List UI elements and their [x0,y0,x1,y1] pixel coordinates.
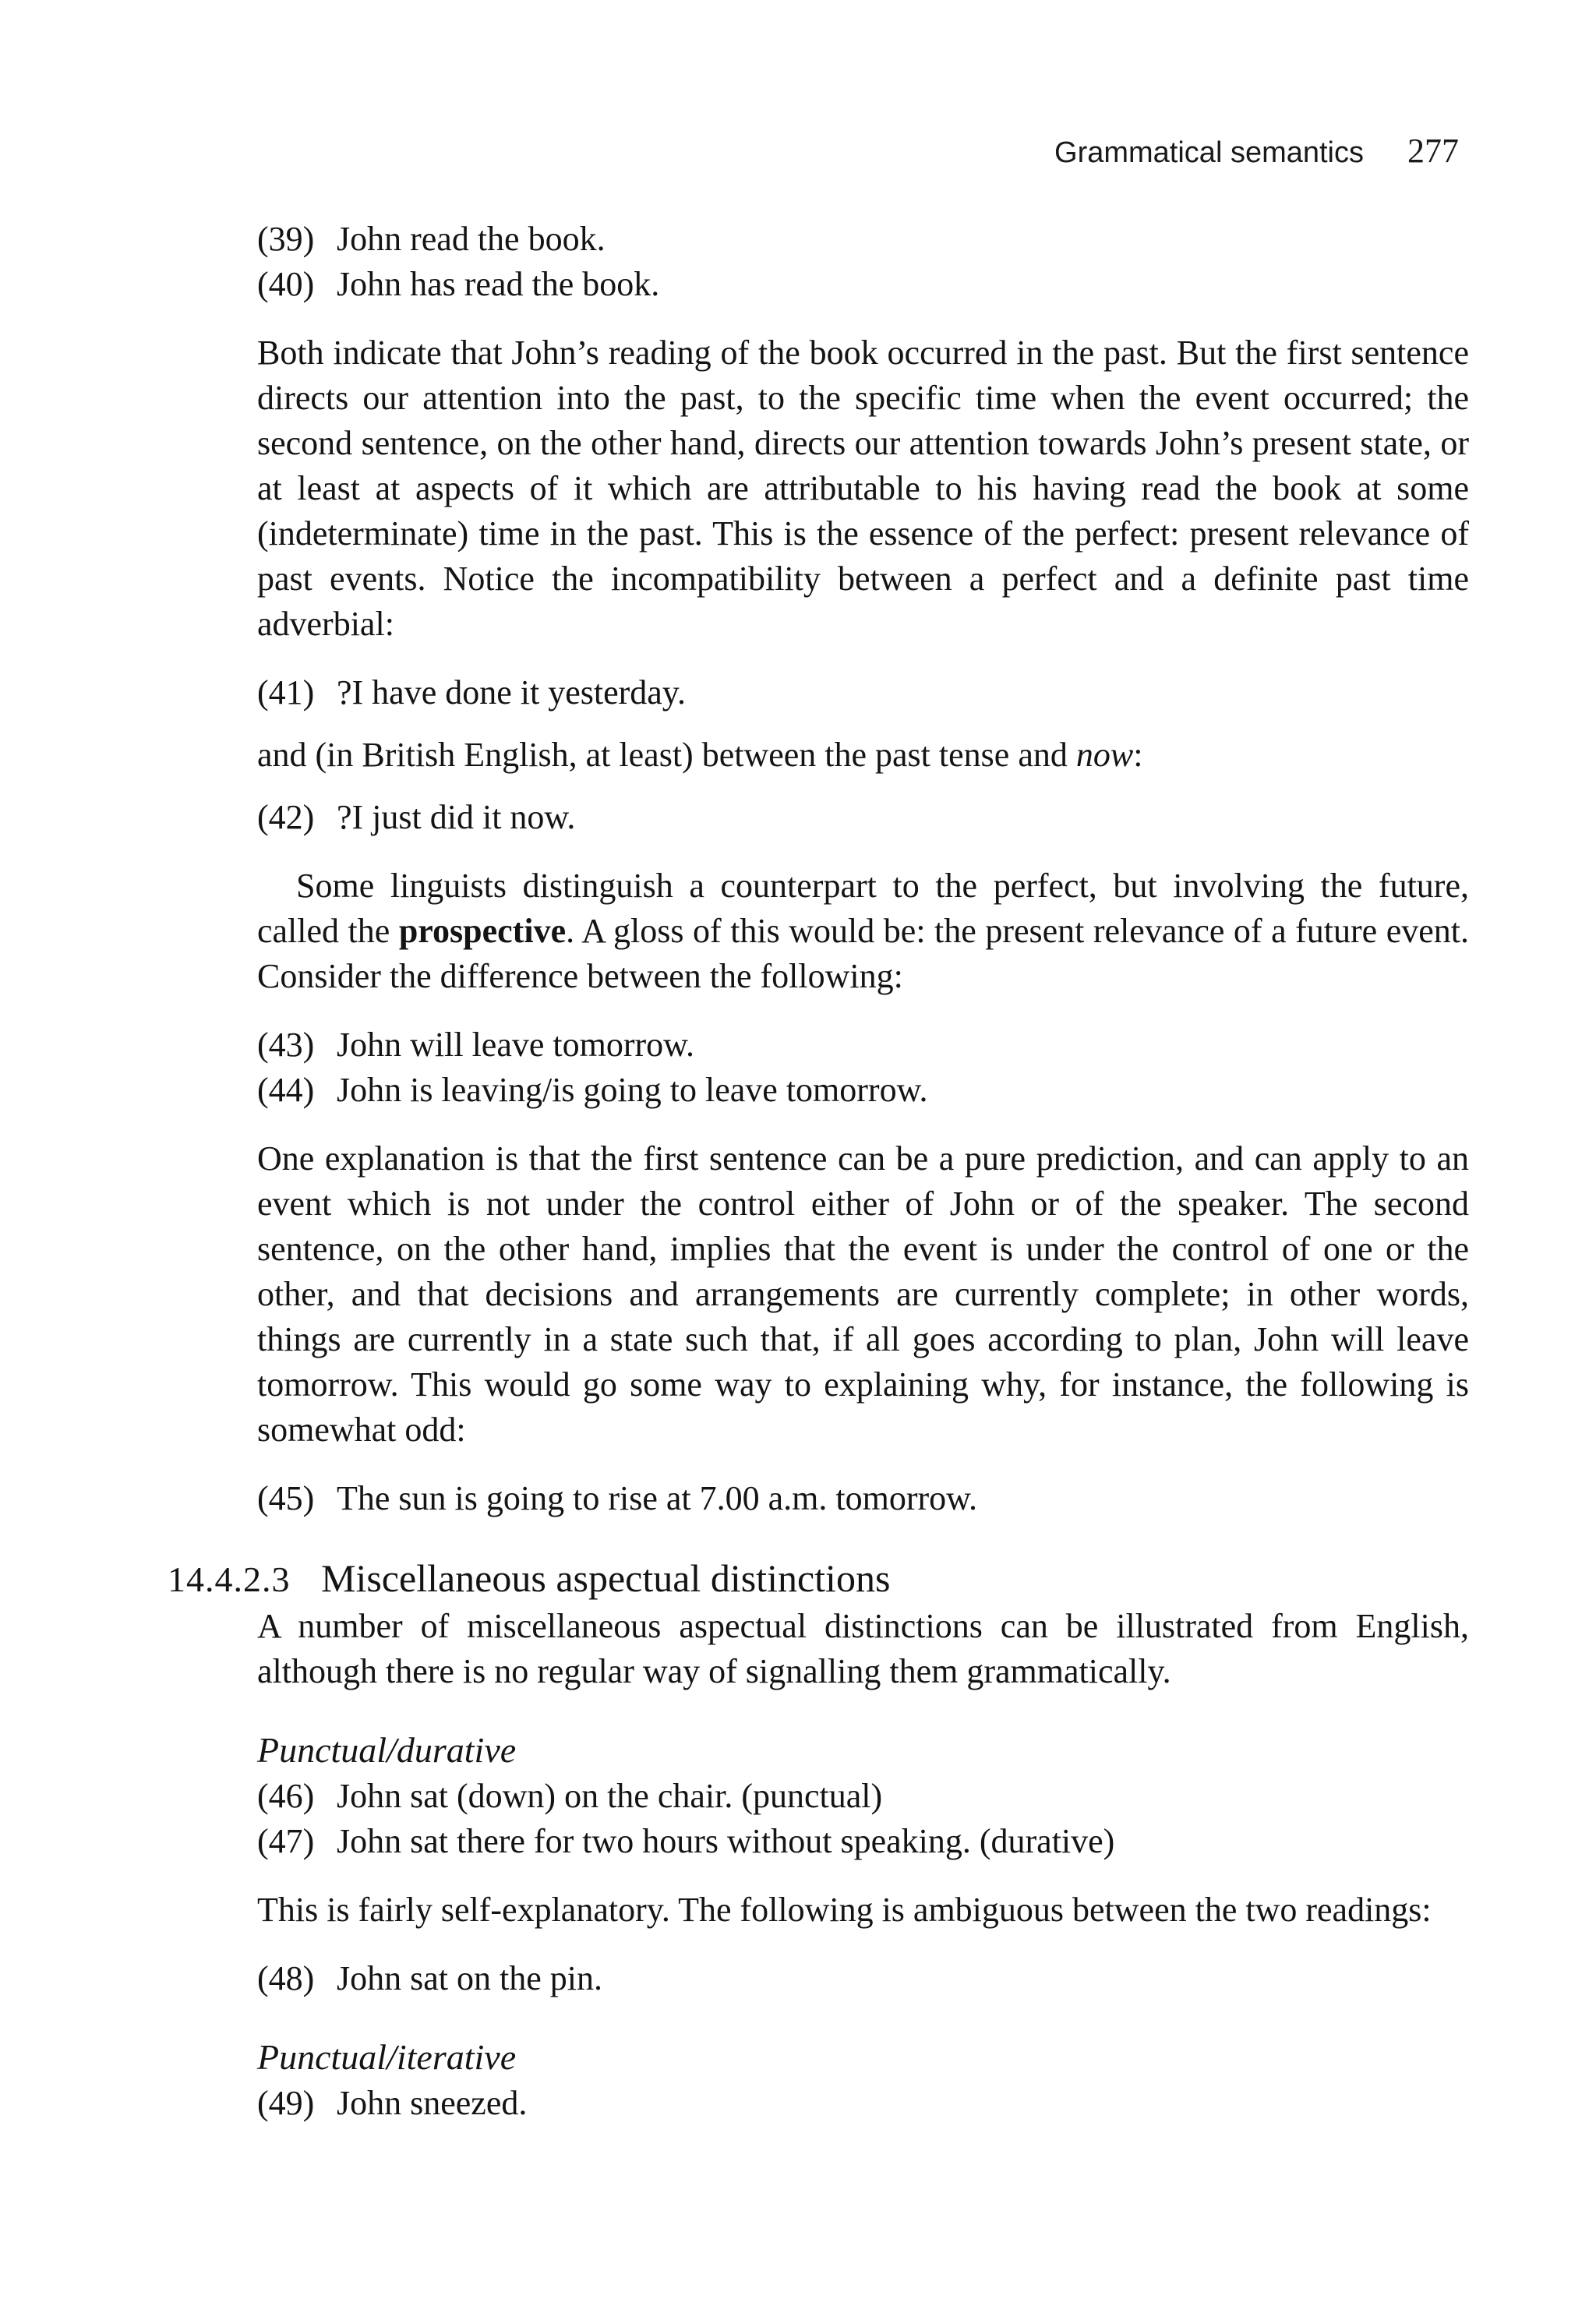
example-text: John sat (down) on the chair. (punctual) [337,1777,883,1815]
example-number: (49) [257,2084,315,2122]
example-number: (39) [257,220,315,258]
example-42 [257,795,1469,840]
paragraph-perfect: Both indicate that John’s reading of the book occurred in the past. But the first sentence directs our attention into the past, to the specific time when the event occurred; the second sentence, on the other hand, directs our attention towards John’s present state, or at least at aspects of it which are attributable to his having read the book at some (indeterminate) time in the past. This is the essence of the perfect: present relevance of past events. Notice the incompatibility between a perfect and a definite past time adverbial: [257,334,1469,643]
example-number: (46) [257,1777,315,1815]
example-text: John is leaving/is going to leave tomorrow. [337,1071,928,1109]
example-text: The sun is going to rise at 7.00 a.m. tomorrow. [337,1479,978,1517]
example-text: John has read the book. [337,265,660,303]
paragraph-prospective: Some linguists distinguish a counterpart to the perfect, but involving the future, called the prospective. A gloss of this would be: the present relevance of a future event. Consider the difference between the following: [257,867,1469,995]
subheading-punctual-durative: Punctual/durative [257,1730,517,1770]
emphasis-now: now [1075,736,1134,774]
example-49 [257,2081,1469,2126]
example-text: John read the book. [337,220,606,258]
example-48 [257,1956,1469,2001]
example-text: ?I have done it yesterday. [337,673,686,712]
paragraph-self-explanatory: This is fairly self-explanatory. The following is ambiguous between the two readings: [257,1891,1432,1929]
example-number: (48) [257,1959,315,1997]
example-40 [257,262,1469,307]
example-43 [257,1022,1469,1068]
example-text: John sat there for two hours without speaking. (durative) [337,1822,1115,1860]
example-text: John will leave tomorrow. [337,1026,695,1064]
example-number: (42) [257,798,315,836]
running-head [935,131,1459,171]
paragraph-miscellaneous: A number of miscellaneous aspectual distinctions can be illustrated from English, although there is no regular way of signalling them grammatically. [257,1607,1469,1690]
example-number: (43) [257,1026,315,1064]
example-number: (40) [257,265,315,303]
section-title: Miscellaneous aspectual distinctions [321,1556,891,1600]
example-44 [257,1068,1469,1113]
section-number: 14.4.2.3 [168,1559,291,1599]
page-body [168,217,1469,2126]
example-41 [257,670,1469,715]
running-head-title: Grammatical semantics [1054,136,1364,169]
example-number: (44) [257,1071,315,1109]
term-prospective: prospective [398,912,567,950]
paragraph-british-english: and (in British English, at least) between the past tense and now: [257,736,1143,774]
example-39 [257,217,1469,262]
page-number: 277 [1407,132,1459,170]
example-number: (47) [257,1822,315,1860]
section-heading [168,1554,1469,1604]
example-text: John sneezed. [337,2084,528,2122]
example-number: (45) [257,1479,315,1517]
example-46 [257,1774,1469,1819]
example-text: ?I just did it now. [337,798,576,836]
example-45 [257,1476,1469,1521]
example-number: (41) [257,673,315,712]
paragraph-explanation: One explanation is that the first sentence can be a pure prediction, and can apply to an event which is not under the control either of John or of the speaker. The second sentence, on the other hand, implies that the event is under the control of one or the other, and that decisions and arrangements are currently complete; in other words, things are currently in a state such that, if all goes according to plan, John will leave tomorrow. This would go some way to explaining why, for instance, the following is somewhat odd: [257,1139,1469,1449]
subheading-punctual-iterative: Punctual/iterative [257,2037,517,2077]
example-47 [257,1819,1469,1864]
example-text: John sat on the pin. [337,1959,602,1997]
